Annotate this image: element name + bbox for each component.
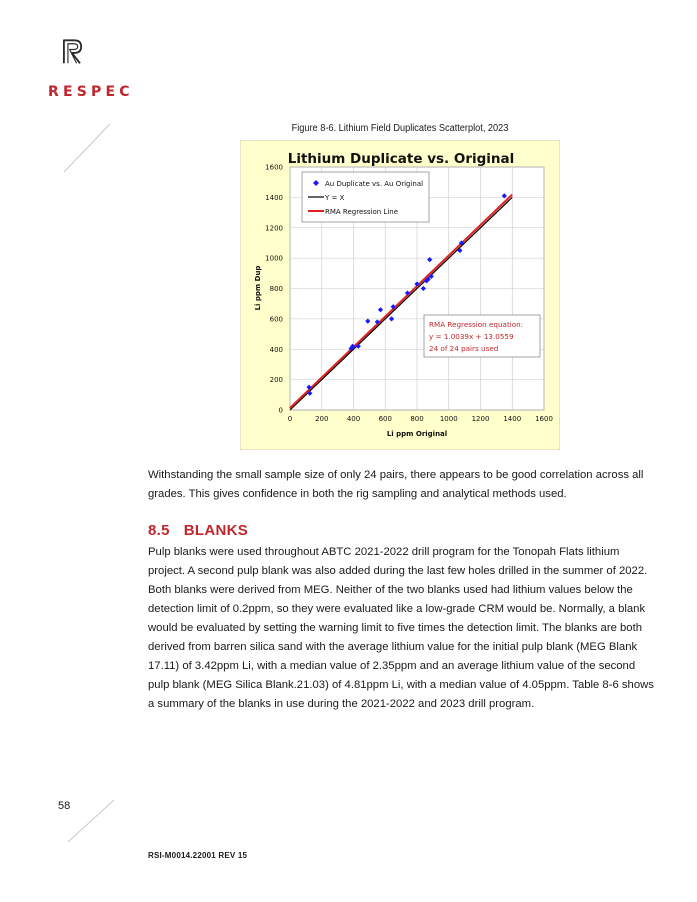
decorative-diagonal-bottom (66, 798, 116, 844)
x-tick-label: 400 (346, 415, 361, 423)
x-tick-label: 800 (410, 415, 424, 423)
section-heading-blanks (148, 522, 248, 539)
y-tick-label: 0 (278, 406, 283, 415)
x-tick-label: 1200 (471, 415, 490, 423)
paragraph-correlation: Withstanding the small sample size of only 24 pairs, there appears to be good correlation across all grades. This gives confidence in both the rig sampling and analytical methods used. (148, 469, 644, 500)
section-title: BLANKS (183, 522, 249, 539)
y-tick-label: 800 (269, 285, 283, 293)
annotation-line-2: y = 1.0039x + 13.0559 (429, 332, 514, 341)
y-tick-label: 400 (269, 345, 283, 354)
x-tick-label: 600 (378, 415, 392, 423)
x-tick-label: 1400 (503, 415, 522, 423)
x-tick-label: 1000 (439, 415, 458, 423)
y-tick-label: 600 (269, 315, 283, 324)
y-tick-label: 1600 (265, 163, 283, 172)
y-tick-label: 1000 (265, 254, 283, 263)
annotation-line-3: 24 of 24 pairs used (429, 344, 499, 353)
chart-svg (240, 140, 560, 450)
y-tick-label: 200 (269, 376, 283, 385)
scatter-chart (240, 140, 560, 450)
x-axis-label: Li ppm Original (386, 430, 448, 438)
page-number: 58 (58, 800, 71, 812)
y-axis-label: Li ppm Dup (254, 265, 262, 311)
legend-entry-rma: RMA Regression Line (325, 208, 399, 216)
x-tick-label: 200 (315, 415, 329, 423)
legend-entry-yx: Y = X (325, 194, 345, 202)
decorative-diagonal-top (62, 122, 112, 174)
document-code: RSI-M0014.22001 REV 15 (148, 851, 248, 860)
annotation-line-1: RMA Regression equation: (429, 320, 524, 329)
chart-legend (302, 172, 429, 222)
respec-logo-icon (60, 38, 100, 84)
figure-caption: Figure 8-6. Lithium Field Duplicates Scatterplot, 2023 (291, 123, 509, 134)
logo-wordmark: RESPEC (48, 84, 134, 100)
y-tick-label: 1400 (265, 193, 283, 202)
regression-annotation (424, 315, 540, 357)
y-tick-label: 1200 (265, 224, 283, 233)
section-number: 8.5 (148, 522, 170, 539)
x-tick-label: 1600 (535, 415, 553, 423)
x-tick-label: 0 (287, 415, 293, 423)
legend-entry-points: Au Duplicate vs. Au Original (325, 180, 424, 188)
chart-title: Lithium Duplicate vs. Original (287, 151, 515, 167)
paragraph-blanks: Pulp blanks were used throughout ABTC 2021-2022 drill program for the Tonopah Flats lithium project. A second pulp blank was also added during the last few holes drilled in the summer of 2022. Both blanks were derived from MEG. Neither of the two blanks used had lithium values below the detection limit of 0.2ppm, so they were evaluated like a low-grade CRM would be. Normally, a blank would be evaluated by setting the warning limit to five times the detection limit. The blanks are both derived from barren silica sand with the average lithium value for the initial pulp blank (MEG Blank 17.11) of 3.42ppm Li, with a median value of 2.35ppm and an average lithium value of the second pulp blank (MEG Silica Blank.21.03) of 4.81ppm Li, with a median value of 4.05ppm. Table 8-6 shows a summary of the blanks in use during the 2021-2022 and 2023 drill program. (148, 546, 654, 710)
